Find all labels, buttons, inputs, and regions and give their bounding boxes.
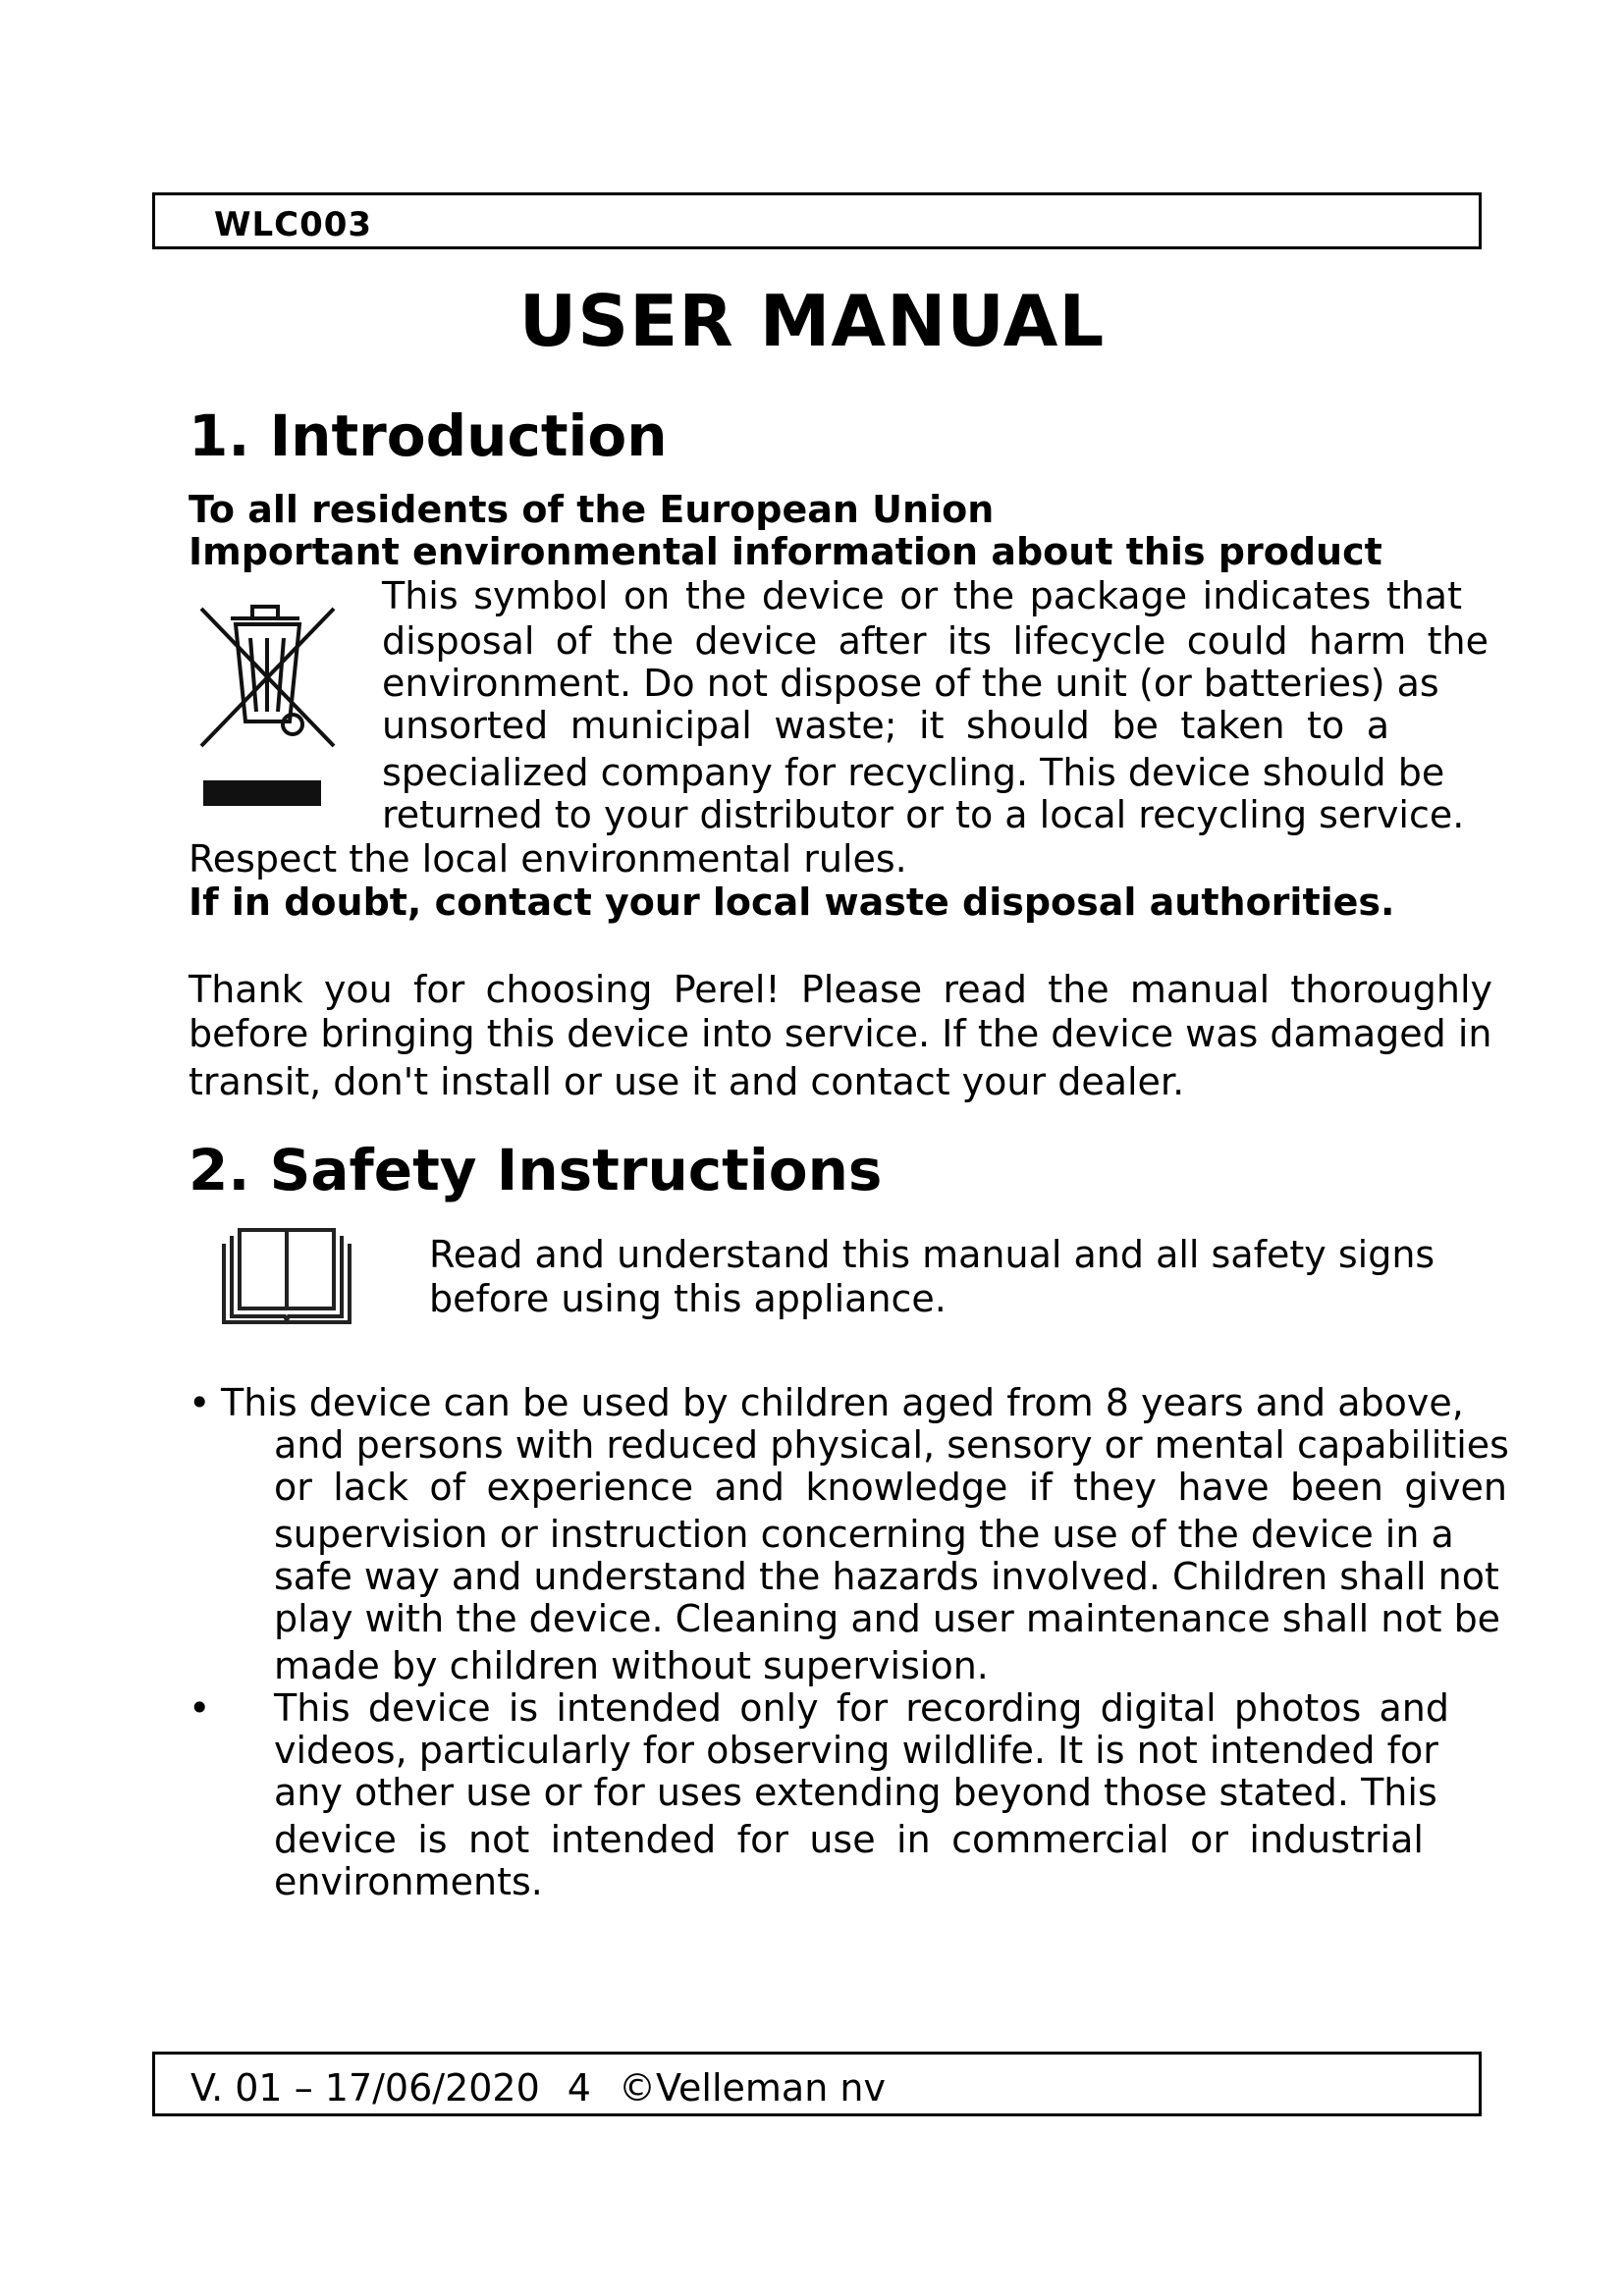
thanks-line-3: transit, don't install or use it and contact your dealer. — [189, 1060, 1185, 1103]
bullet1-line-7: made by children without supervision. — [274, 1644, 989, 1687]
bullet1-line-3: or lack of experience and knowledge if they have been given — [274, 1466, 1507, 1509]
bullet2-line-4: device is not intended for use in commercial or industrial — [274, 1818, 1424, 1861]
eu-residents-line: To all residents of the European Union — [189, 488, 995, 531]
footer-page-number: 4 — [567, 2066, 591, 2109]
bullet2-line-1: This device is intended only for recording digital photos and — [274, 1686, 1449, 1730]
bullet2-line-2: videos, particularly for observing wildlife. It is not intended for — [274, 1729, 1438, 1772]
header-box — [152, 192, 1482, 249]
document-title: USER MANUAL — [518, 280, 1106, 362]
doubt-line: If in doubt, contact your local waste disposal authorities. — [189, 881, 1395, 924]
section-heading-introduction: 1. Introduction — [189, 402, 668, 469]
bullet1-line-1: This device can be used by children aged from 8 years and above, — [221, 1381, 1464, 1424]
section-heading-safety: 2. Safety Instructions — [189, 1137, 883, 1203]
bullet2-line-5: environments. — [274, 1860, 543, 1903]
respect-rules-line: Respect the local environmental rules. — [189, 837, 907, 881]
weee-line-1: This symbol on the device or the package indicates that — [382, 574, 1462, 617]
weee-line-4: unsorted municipal waste; it should be taken to a — [382, 704, 1389, 747]
bullet2-line-3: any other use or for uses extending beyond those stated. This — [274, 1771, 1437, 1814]
bullet1-line-2: and persons with reduced physical, sensory or mental capabilities — [274, 1423, 1509, 1467]
weee-line-2: disposal of the device after its lifecycle could harm the — [382, 619, 1489, 663]
model-number: WLC003 — [214, 205, 373, 244]
read-manual-line-1: Read and understand this manual and all safety signs — [429, 1233, 1435, 1276]
footer-version: V. 01 – 17/06/2020 — [190, 2066, 540, 2109]
thanks-line-1: Thank you for choosing Perel! Please read the manual thoroughly — [189, 968, 1492, 1011]
bullet1-line-6: play with the device. Cleaning and user maintenance shall not be — [274, 1597, 1501, 1640]
bullet1-line-5: safe way and understand the hazards involved. Children shall not — [274, 1555, 1499, 1598]
bullet-marker: • — [189, 1381, 211, 1424]
read-manual-line-2: before using this appliance. — [429, 1277, 947, 1320]
footer-copyright: ©Velleman nv — [618, 2066, 886, 2109]
footer-text — [190, 2066, 913, 2109]
weee-line-5: specialized company for recycling. This device should be — [382, 751, 1445, 794]
bullet-marker: • — [189, 1686, 211, 1730]
open-book-icon — [218, 1222, 355, 1325]
weee-line-3: environment. Do not dispose of the unit (or batteries) as — [382, 662, 1439, 705]
bullet1-line-4: supervision or instruction concerning the use of the device in a — [274, 1513, 1454, 1556]
footer-box — [152, 2052, 1482, 2116]
crossed-bin-icon — [191, 599, 344, 810]
thanks-line-2: before bringing this device into service. If the device was damaged in — [189, 1012, 1492, 1055]
weee-line-6: returned to your distributor or to a local recycling service. — [382, 793, 1465, 836]
env-info-line: Important environmental information about this product — [189, 530, 1382, 573]
